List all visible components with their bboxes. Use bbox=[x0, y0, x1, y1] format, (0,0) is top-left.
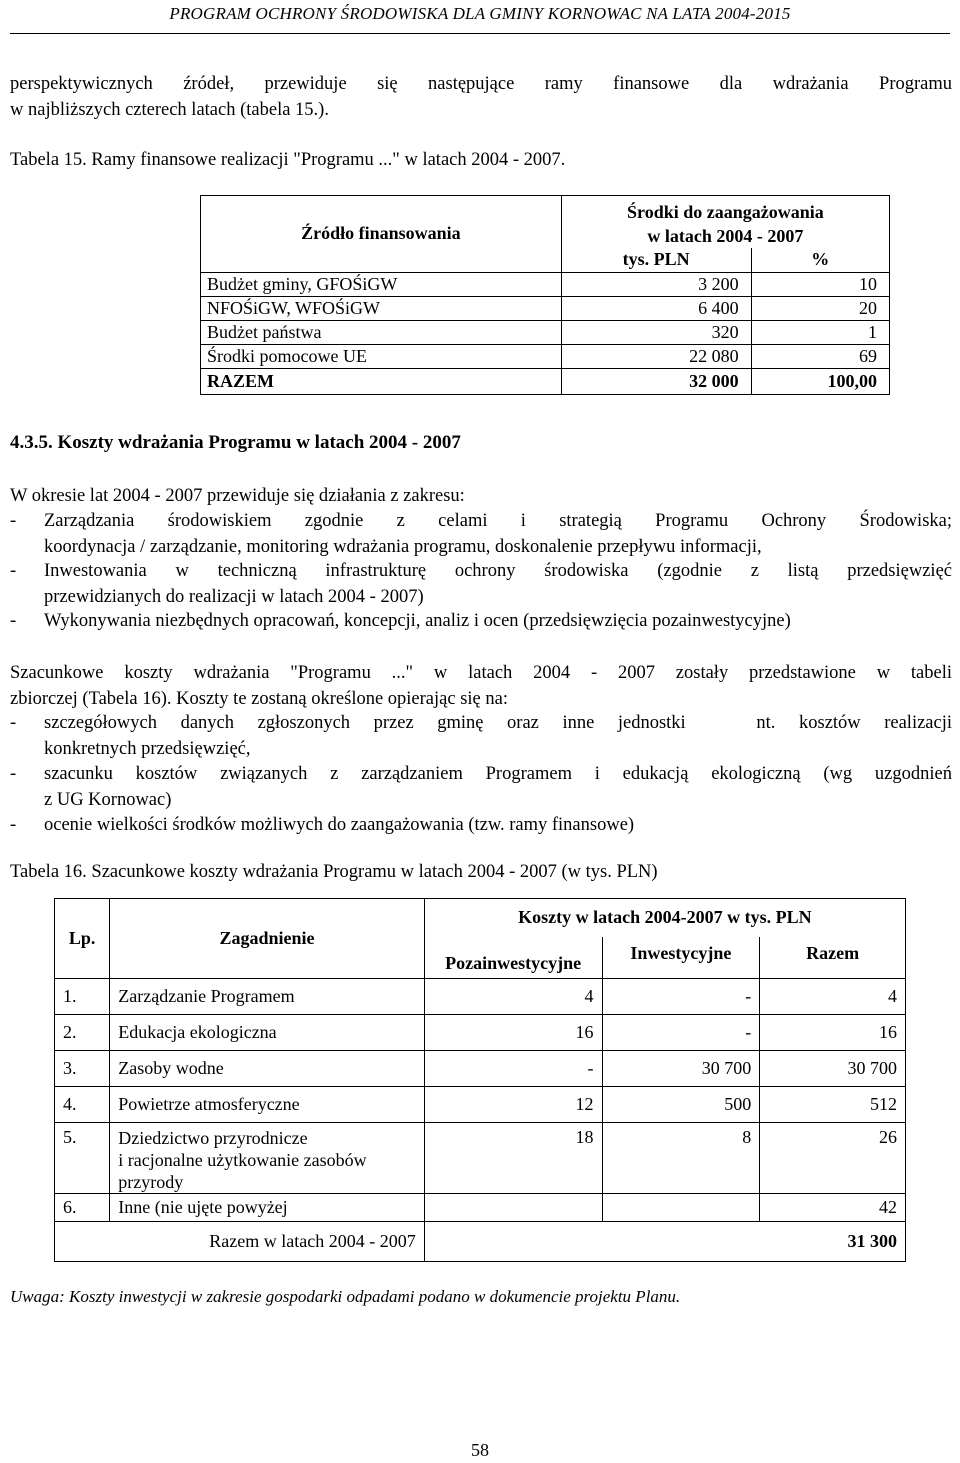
scope-item-1-line-1: Zarządzania środowiskiem zgodnie z celami i strategią Programu Ochrony Środowiska; bbox=[44, 511, 952, 531]
header-topic: Zagadnienie bbox=[110, 899, 424, 979]
row-lp: 5. bbox=[55, 1123, 110, 1194]
scope-intro: W okresie lat 2004 - 2007 przewiduje się działania z zakresu: bbox=[10, 486, 465, 506]
row-noninv bbox=[424, 1194, 602, 1222]
row-noninv: 4 bbox=[424, 979, 602, 1015]
intro-line-1: perspektywicznych źródeł, przewiduje się następujące ramy finansowe dla wdrażania Programu bbox=[10, 74, 952, 94]
row-inv: 500 bbox=[602, 1087, 760, 1123]
costs-item-2-line-1: szacunku kosztów związanych z zarządzaniem Programem i edukacją ekologiczną (wg uzgodnień bbox=[44, 764, 952, 784]
row-noninv: 18 bbox=[424, 1123, 602, 1194]
row-inv bbox=[602, 1194, 760, 1222]
dash-bullet: - bbox=[10, 764, 17, 784]
header-unit: tys. PLN bbox=[561, 248, 751, 272]
row-lp: 1. bbox=[55, 979, 110, 1015]
row-topic bbox=[110, 1123, 424, 1194]
header-inv: Inwestycyjne bbox=[602, 937, 760, 979]
row-sum: 4 bbox=[760, 979, 906, 1015]
row-topic-line-2: i racjonalne użytkowanie zasobów bbox=[118, 1150, 367, 1170]
header-lp: Lp. bbox=[55, 899, 110, 979]
dash-bullet: - bbox=[10, 561, 17, 581]
header-noninv: Pozainwestycyjne bbox=[424, 937, 602, 979]
total-pct: 100,00 bbox=[751, 368, 889, 394]
row-lp: 2. bbox=[55, 1015, 110, 1051]
scope-item-1 bbox=[10, 509, 952, 560]
table-row bbox=[55, 1087, 906, 1123]
row-lp: 3. bbox=[55, 1051, 110, 1087]
total-row bbox=[55, 1222, 906, 1262]
costs-item-1 bbox=[10, 711, 952, 762]
header-source: Źródło finansowania bbox=[201, 196, 562, 273]
costs-item-2 bbox=[10, 762, 952, 813]
scope-item-2-line-1: Inwestowania w techniczną infrastrukturę ochrony środowiska (zgodnie z listą przedsięwzięć bbox=[44, 561, 952, 581]
table-row bbox=[201, 296, 890, 320]
footnote: Uwaga: Koszty inwestycji w zakresie gospodarki odpadami podano w dokumencie projektu Planu. bbox=[10, 1287, 681, 1306]
header-funds-line-2: w latach 2004 - 2007 bbox=[647, 226, 804, 246]
row-topic: Zarządzanie Programem bbox=[110, 979, 424, 1015]
costs-item-2-line-2: z UG Kornowac) bbox=[44, 789, 172, 810]
costs-table bbox=[54, 898, 906, 1262]
row-topic: Powietrze atmosferyczne bbox=[110, 1087, 424, 1123]
table-row bbox=[55, 979, 906, 1015]
row-sum: 16 bbox=[760, 1015, 906, 1051]
page-number: 58 bbox=[471, 1440, 489, 1460]
header-funds-line-1: Środki do zaangażowania bbox=[627, 202, 824, 222]
row-inv: - bbox=[602, 1015, 760, 1051]
section-heading: 4.3.5. Koszty wdrażania Programu w latach 2004 - 2007 bbox=[10, 432, 461, 453]
header-funds bbox=[561, 196, 889, 249]
header-rule bbox=[10, 33, 950, 34]
scope-item-2-line-2: przewidzianych do realizacji w latach 2004 - 2007) bbox=[44, 586, 424, 607]
row-value: 6 400 bbox=[561, 296, 751, 320]
row-name: Środki pomocowe UE bbox=[201, 344, 562, 368]
costs-line-2: zbiorczej (Tabela 16). Koszty te zostaną określone opierając się na: bbox=[10, 688, 508, 709]
header-costs: Koszty w latach 2004-2007 w tys. PLN bbox=[424, 899, 905, 937]
costs-line-1: Szacunkowe koszty wdrażania "Programu ..." w latach 2004 - 2007 zostały przedstawione w tabeli bbox=[10, 663, 952, 683]
table-row bbox=[55, 1051, 906, 1087]
row-name: Budżet państwa bbox=[201, 320, 562, 344]
row-pct: 1 bbox=[751, 320, 889, 344]
row-topic-line-1: Dziedzictwo przyrodnicze bbox=[118, 1128, 308, 1148]
row-inv: 30 700 bbox=[602, 1051, 760, 1087]
row-topic: Zasoby wodne bbox=[110, 1051, 424, 1087]
row-noninv: - bbox=[424, 1051, 602, 1087]
row-sum: 42 bbox=[760, 1194, 906, 1222]
dash-bullet: - bbox=[10, 611, 17, 631]
row-inv: - bbox=[602, 979, 760, 1015]
scope-item-2 bbox=[10, 559, 952, 610]
row-topic-line-3: przyrody bbox=[118, 1172, 184, 1192]
row-sum: 26 bbox=[760, 1123, 906, 1194]
costs-item-3 bbox=[10, 813, 952, 839]
dash-bullet: - bbox=[10, 511, 17, 531]
scope-item-1-line-2: koordynacja / zarządzanie, monitoring wdrażania programu, doskonalenie przepływu informacji, bbox=[44, 536, 762, 557]
costs-item-1-line-1: szczegółowych danych zgłoszonych przez gminę oraz inne jednostki nt. kosztów realizacji bbox=[44, 713, 952, 733]
intro-line-2: w najbliższych czterech latach (tabela 15.). bbox=[10, 99, 329, 120]
header-sum: Razem bbox=[760, 937, 906, 979]
header-pct: % bbox=[751, 248, 889, 272]
row-name: Budżet gminy, GFOŚiGW bbox=[201, 272, 562, 296]
row-value: 320 bbox=[561, 320, 751, 344]
row-inv: 8 bbox=[602, 1123, 760, 1194]
dash-bullet: - bbox=[10, 713, 17, 733]
row-name: NFOŚiGW, WFOŚiGW bbox=[201, 296, 562, 320]
row-topic: Inne (nie ujęte powyżej bbox=[110, 1194, 424, 1222]
table-row bbox=[55, 1194, 906, 1222]
running-header: PROGRAM OCHRONY ŚRODOWISKA DLA GMINY KORNOWAC NA LATA 2004-2015 bbox=[169, 4, 791, 23]
total-name: RAZEM bbox=[201, 368, 562, 394]
costs-paragraph bbox=[10, 661, 952, 712]
row-lp: 6. bbox=[55, 1194, 110, 1222]
costs-item-3-line-1: ocenie wielkości środków możliwych do zaangażowania (tzw. ramy finansowe) bbox=[44, 815, 635, 835]
table16-caption: Tabela 16. Szacunkowe koszty wdrażania Programu w latach 2004 - 2007 (w tys. PLN) bbox=[10, 862, 658, 882]
financing-table bbox=[200, 195, 890, 395]
total-label: Razem w latach 2004 - 2007 bbox=[55, 1222, 425, 1262]
row-sum: 30 700 bbox=[760, 1051, 906, 1087]
table-row bbox=[201, 320, 890, 344]
table-row bbox=[201, 344, 890, 368]
table15-caption: Tabela 15. Ramy finansowe realizacji "Programu ..." w latach 2004 - 2007. bbox=[10, 150, 566, 170]
total-value: 31 300 bbox=[424, 1222, 905, 1262]
dash-bullet: - bbox=[10, 815, 17, 835]
total-row bbox=[201, 368, 890, 394]
row-noninv: 16 bbox=[424, 1015, 602, 1051]
row-lp: 4. bbox=[55, 1087, 110, 1123]
table-row bbox=[201, 272, 890, 296]
row-pct: 20 bbox=[751, 296, 889, 320]
row-sum: 512 bbox=[760, 1087, 906, 1123]
row-value: 22 080 bbox=[561, 344, 751, 368]
intro-paragraph bbox=[10, 72, 952, 123]
table-row bbox=[55, 1015, 906, 1051]
table-row bbox=[55, 1123, 906, 1194]
scope-item-3-line-1: Wykonywania niezbędnych opracowań, koncepcji, analiz i ocen (przedsięwzięcia pozainwestycyjne) bbox=[44, 611, 791, 631]
scope-item-3 bbox=[10, 609, 952, 635]
row-value: 3 200 bbox=[561, 272, 751, 296]
row-pct: 69 bbox=[751, 344, 889, 368]
total-value: 32 000 bbox=[561, 368, 751, 394]
row-pct: 10 bbox=[751, 272, 889, 296]
costs-item-1-line-2: konkretnych przedsięwzięć, bbox=[44, 738, 251, 759]
row-noninv: 12 bbox=[424, 1087, 602, 1123]
row-topic: Edukacja ekologiczna bbox=[110, 1015, 424, 1051]
